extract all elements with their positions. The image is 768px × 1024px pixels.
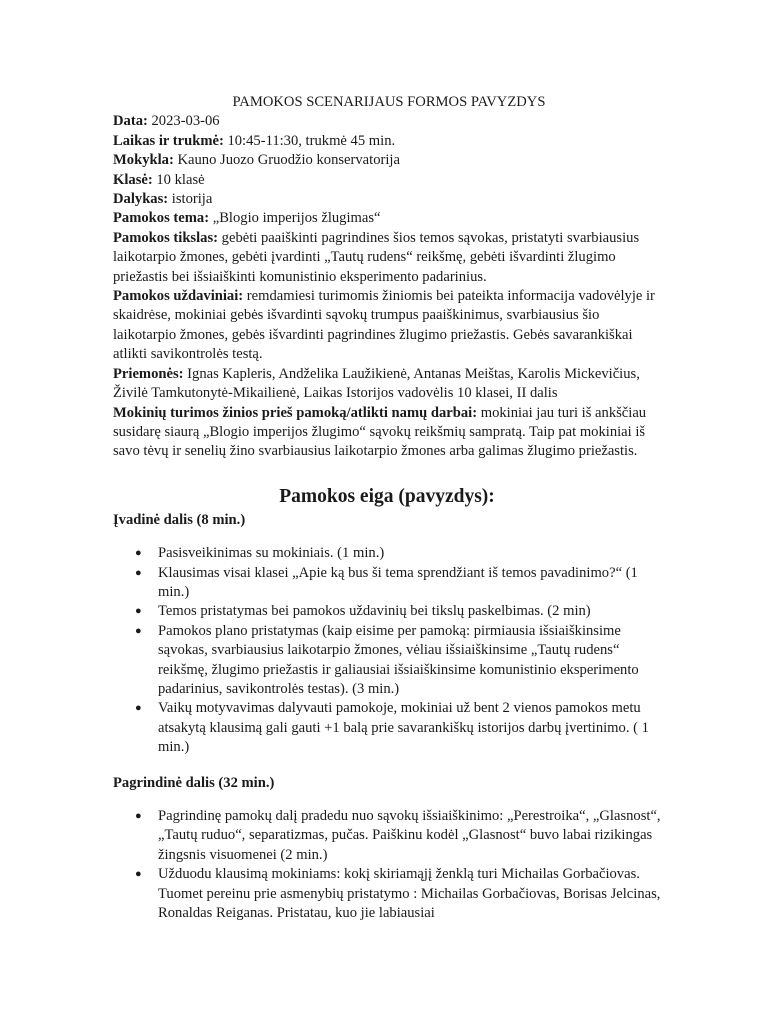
field-date — [113, 112, 661, 131]
list-item-text: Pasisveikinimas su mokiniais. (1 min.) — [158, 545, 385, 562]
field-materials — [113, 365, 661, 404]
bullet-icon: ● — [135, 868, 142, 881]
list-item — [135, 564, 661, 603]
field-goal — [113, 229, 661, 287]
bullet-icon: ● — [135, 605, 142, 618]
list-item-text: Pamokos plano pristatymas (kaip eisime per pamoką: pirmiausia išsiaiškinsime sąvokas, svarbiausius laikotarpio žmones, vėliau išsiaiškinsime „Tautų rudens“ reikšmę, žlugimo priežastis ir galiausiai išsiaiškinsime komunistinio eksperimento padarinius, savikontrolės testas). (3 min.) — [158, 622, 639, 697]
main-items-list — [113, 807, 661, 923]
list-item-text: Užduodu klausimą mokiniams: kokį skiriamąjį ženklą turi Michailas Gorbačiovas. Tuomet pereinu prie asmenybių pristatymo : Michailas Gorbačiovas, Borisas Jelcinas, Ronaldas Reiganas. Pristatau, kuo jie labiausiai — [158, 866, 661, 922]
document-title: PAMOKOS SCENARIJAUS FORMOS PAVYZDYS — [232, 94, 546, 110]
field-value: Kauno Juozo Gruodžio konservatorija — [173, 152, 400, 169]
field-value: „Blogio imperijos žlugimas“ — [209, 210, 381, 227]
document-content — [113, 93, 661, 923]
field-label: Pamokos uždaviniai: — [113, 288, 244, 305]
field-label: Data: — [113, 113, 148, 130]
bullet-icon: ● — [135, 566, 142, 579]
intro-items-list — [113, 544, 661, 757]
lesson-flow-heading: Pamokos eiga (pavyzdys): — [279, 485, 495, 507]
list-item — [135, 622, 661, 700]
field-value: 10:45-11:30, trukmė 45 min. — [223, 132, 396, 149]
field-label: Klasė: — [113, 171, 153, 188]
list-item — [135, 699, 661, 757]
bullet-icon: ● — [135, 702, 142, 715]
field-label: Pamokos tema: — [113, 210, 210, 227]
field-value: 2023-03-06 — [147, 113, 220, 130]
field-class — [113, 171, 661, 190]
field-school — [113, 151, 661, 170]
field-time-duration — [113, 132, 661, 151]
field-topic — [113, 209, 661, 228]
main-part-title: Pagrindinė dalis (32 min.) — [113, 774, 275, 791]
field-label: Mokinių turimos žinios prieš pamoką/atlikti namų darbai: — [113, 404, 478, 421]
field-label: Mokykla: — [113, 152, 174, 169]
intro-part-title: Įvadinė dalis (8 min.) — [113, 511, 246, 528]
field-value: Ignas Kapleris, Andželika Laužikienė, Antanas Meištas, Karolis Mickevičius, Živilė Tamkutonytė-Mikailienė, Laikas Istorijos vadovėlis 10 klasei, II dalis — [113, 365, 640, 402]
field-value: istorija — [168, 191, 213, 208]
field-label: Priemonės: — [113, 365, 184, 382]
field-label: Laikas ir trukmė: — [113, 132, 224, 149]
list-item-text: Temos pristatymas bei pamokos uždavinių bei tikslų paskelbimas. (2 min) — [158, 603, 591, 620]
field-value: mokiniai jau turi iš ankščiau susidarę siaurą „Blogio imperijos žlugimo“ sąvokų reikšmių sampratą. Taip pat mokiniai iš savo tėvų ir senelių žino svarbiausius laikotarpio žmones arba galimas žlugimo priežastis. — [113, 404, 647, 460]
field-prior-knowledge — [113, 404, 661, 462]
bullet-icon: ● — [135, 547, 142, 560]
list-item-text: Pagrindinę pamokų dalį pradedu nuo sąvokų išsiaiškinimo: „Perestroika“, „Glasnost“, „Tautų ruduo“, separatizmas, pučas. Paiškinu kodėl „Glasnost“ buvo labai rizikingas žingsnis visuomenei (2 min.) — [158, 808, 661, 863]
list-item — [135, 602, 661, 621]
list-item — [135, 807, 661, 865]
list-item-text: Vaikų motyvavimas dalyvauti pamokoje, mokiniai už bent 2 vienos pamokos metu atsakytą klausimą gali gauti +1 balą prie savarankiškų istorijos darbų įvertinimo. ( 1 min.) — [158, 700, 649, 756]
bullet-icon: ● — [135, 624, 142, 637]
field-subject — [113, 190, 661, 209]
field-label: Pamokos tikslas: — [113, 229, 219, 246]
list-item — [135, 865, 661, 923]
field-value: remdamiesi turimomis žiniomis bei pateikta informacija vadovėlyje ir skaidrėse, mokiniai gebės išvardinti sąvokų trumpus paaiškinimus, svarbiausius šio laikotarpio žmones, gebės išvardinti pagrindines žlugimo priežastis. Gebės savarankiškai atlikti savikontrolės testą. — [113, 288, 655, 363]
field-label: Dalykas: — [113, 191, 169, 208]
list-item — [135, 544, 661, 563]
field-value: 10 klasė — [152, 171, 205, 188]
field-tasks — [113, 287, 661, 365]
field-value: gebėti paaiškinti pagrindines šios temos sąvokas, pristatyti svarbiausius laikotarpio žmones, gebėti įvardinti „Tautų rudens“ reikšmę, gebėti išvardinti žlugimo priežastis bei išsiaiškinti komunistinio eksperimento padarinius. — [113, 229, 640, 285]
bullet-icon: ● — [135, 810, 142, 822]
list-item-text: Klausimas visai klasei „Apie ką bus ši tema sprendžiant iš temos pavadinimo?“ (1 min.) — [158, 564, 638, 600]
